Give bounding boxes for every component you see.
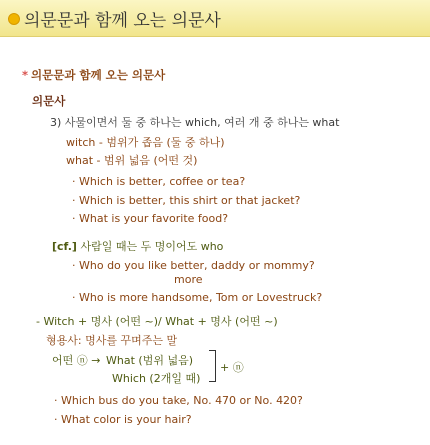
example-who-daddy: · Who do you like better, daddy or mommy? — [72, 259, 315, 272]
header-bullet-icon — [8, 13, 20, 25]
cf-note — [52, 238, 223, 254]
page-title: 의문문과 함께 오는 의문사 — [24, 11, 221, 31]
example-which-bus: · Which bus do you take, No. 470 or No. 420? — [54, 394, 303, 407]
example-what-food: · What is your favorite food? — [72, 212, 229, 225]
pattern-left: 어떤 ⓝ → — [52, 354, 101, 367]
pattern-title: - Witch + 명사 (어떤 ~)/ What + 명사 (어떤 ~) — [36, 315, 278, 328]
section-title-text: 의문문과 함께 오는 의문사 — [31, 68, 166, 82]
annotation-more: more — [174, 273, 203, 286]
example-who-handsome: · Who is more handsome, Tom or Lovestruck? — [72, 291, 323, 304]
adjective-desc: 형용사: 명사를 꾸며주는 말 — [46, 334, 178, 347]
witch-line: witch - 범위가 좁음 (둘 중 하나) — [66, 136, 225, 149]
example-which-coffee: · Which is better, coffee or tea? — [72, 175, 246, 188]
star-icon: * — [22, 68, 29, 82]
item3-text: 3) 사물이면서 둘 중 하나는 which, 여러 개 중 하나는 what — [50, 116, 340, 129]
bracket-bottom — [209, 381, 216, 382]
pattern-option-what: What (범위 넓음) — [106, 354, 193, 367]
pattern-plus: + ⓝ — [220, 361, 244, 374]
what-line: what - 범위 넓음 (어떤 것) — [66, 154, 198, 167]
cf-tag: [cf.] — [52, 240, 77, 253]
bracket-vertical — [215, 350, 216, 382]
example-which-shirt: · Which is better, this shirt or that jacket? — [72, 194, 301, 207]
subsection-title: 의문사 — [32, 94, 66, 108]
pattern-option-which: Which (2개일 때) — [112, 372, 201, 385]
cf-text: 사람일 때는 두 명이어도 who — [80, 240, 224, 253]
section-title — [22, 67, 165, 83]
page-header — [0, 0, 430, 37]
example-what-color: · What color is your hair? — [54, 413, 192, 426]
